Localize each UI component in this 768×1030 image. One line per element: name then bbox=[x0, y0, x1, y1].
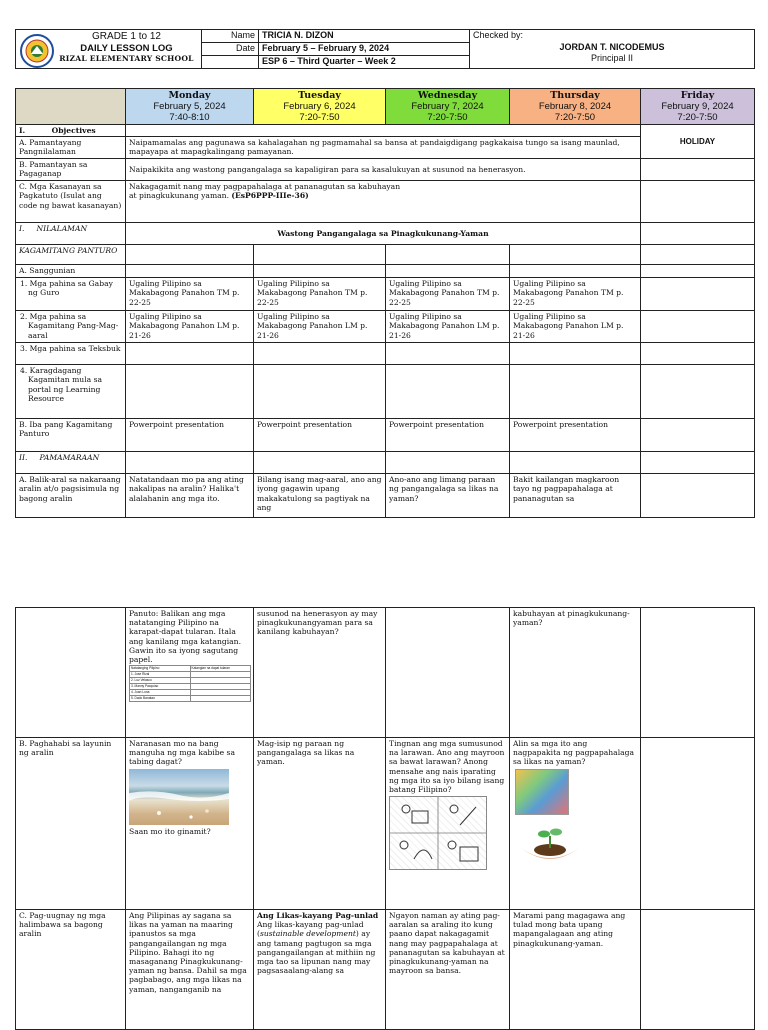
school-name: RIZAL ELEMENTARY SCHOOL bbox=[59, 54, 194, 63]
header-table bbox=[15, 29, 755, 69]
doc-title: DAILY LESSON LOG bbox=[80, 43, 173, 54]
motive-wednesday: Tingnan ang mga sumusunod na larawan. Ano ang mayroon sa bawat larawan? Anong mensahe ang nais iparating ng mga ito sa iyo bilang isang batang Filipino? bbox=[386, 738, 510, 910]
review-tuesday: Bilang isang mag-aaral, ano ang iyong gagawin upang makakatulong sa pagtiyak na ang bbox=[254, 474, 386, 518]
date-label: Date bbox=[202, 43, 259, 56]
review-thursday-cont: kabuhayan at pinagkukunang-yaman? bbox=[510, 608, 641, 738]
tg-wednesday: Ugaling Pilipino sa Makabagong Panahon TM p. 22-25 bbox=[386, 278, 510, 311]
connect-thursday: Marami pang magagawa ang tulad mong bata upang mapangalagaan ang ating pinagkukunang-yaman. bbox=[510, 910, 641, 1030]
motive-label: B. Paghahabi sa layunin ng aralin bbox=[16, 738, 126, 910]
ppt-tuesday: Powerpoint presentation bbox=[254, 419, 386, 452]
connect-wednesday: Ngayon naman ay ating pag-aaralan sa araling ito kung paano dapat nakagagamit nang may pagpapahalaga at pananagutan sa kabuhayan at pinagkukunang-yaman na mayroon sa bansa. bbox=[386, 910, 510, 1030]
day-header-monday: Monday February 5, 2024 7:40-8:10 bbox=[126, 89, 254, 125]
checked-by-label: Checked by: bbox=[473, 30, 524, 40]
row-label-b: B. Pamantayan sa Pagaganap bbox=[16, 159, 126, 181]
motive-monday: Naranasan mo na bang manguha ng mga kabibe sa tabing dagat? Saan mo ito ginamit? bbox=[126, 738, 254, 910]
nilalaman-heading: I. NILALAMAN bbox=[16, 223, 126, 245]
tg-thursday: Ugaling Pilipino sa Makabagong Panahon TM p. 22-25 bbox=[510, 278, 641, 311]
review-monday: Natatandaan mo pa ang ating nakalipas na aralin? Halika't alalahanin ang mga ito. bbox=[126, 474, 254, 518]
review-monday-cont: Panuto: Balikan ang mga natatanging Pilipino na karapat-dapat tularan. Itala ang kanilang mga katangian. Gawin ito sa iyong sagutang papel. Natatanging Pilipino Katangian na dapat tularan 1. Jose Rizal 2. Luz Velasco 3. Manny Pacquiao 4. Juan Luna 5. Dado Banatao bbox=[126, 608, 254, 738]
qualities-table: Natatanging Pilipino Katangian na dapat tularan 1. Jose Rizal 2. Luz Velasco 3. Manny Pacquiao 4. Juan Luna 5. Dado Banatao bbox=[129, 665, 251, 702]
lm-tuesday: Ugaling Pilipino sa Makabagong Panahon LM p. 21-26 bbox=[254, 311, 386, 343]
teacher-guide-label: 1. Mga pahina sa Gabay ng Guro bbox=[16, 278, 126, 311]
review-label: A. Balik-aral sa nakaraang aralin at/o pagsisimula ng bagong aralin bbox=[16, 474, 126, 518]
lesson-table-continued bbox=[15, 607, 755, 1030]
learner-material-label: 2. Mga pahina sa Kagamitang Pang-Mag-aaral bbox=[16, 311, 126, 343]
children-cleanup-image bbox=[515, 769, 569, 815]
corner-cell bbox=[16, 89, 126, 125]
pamamaraan-heading: II. PAMAMARAAN bbox=[16, 452, 126, 474]
day-header-thursday: Thursday February 8, 2024 7:20-7:50 bbox=[510, 89, 641, 125]
grade-level: GRADE 1 to 12 bbox=[92, 31, 161, 42]
row-label-c: C. Mga Kasanayan sa Pagkatuto (Isulat ang code ng bawat kasanayan) bbox=[16, 181, 126, 223]
checker-title: Principal II bbox=[590, 53, 634, 63]
lesson-topic: Wastong Pangangalaga sa Pinagkukunang-Yaman bbox=[126, 223, 641, 245]
other-materials-label: B. Iba pang Kagamitang Panturo bbox=[16, 419, 126, 452]
connect-label: C. Pag-uugnay ng mga halimbawa sa bagong aralin bbox=[16, 910, 126, 1030]
tg-tuesday: Ugaling Pilipino sa Makabagong Panahon TM p. 22-25 bbox=[254, 278, 386, 311]
school-logo bbox=[20, 34, 54, 68]
review-thursday: Bakit kailangan magkaroon tayo ng pagpapahalaga at pananagutan sa bbox=[510, 474, 641, 518]
subject-value: ESP 6 – Third Quarter – Week 2 bbox=[259, 56, 470, 69]
content-standard: Naipamamalas ang pagunawa sa kahalagahan ng pagmamahal sa bansa at pandaigdigang pagkakaisa tungo sa isang maunlad, mapayapa at mapagkalingang pamayanan. bbox=[126, 137, 641, 159]
ppt-monday: Powerpoint presentation bbox=[126, 419, 254, 452]
objectives-heading: I. Objectives bbox=[16, 125, 126, 137]
beach-image bbox=[129, 769, 229, 825]
lesson-table bbox=[15, 88, 755, 518]
children-sketch-image bbox=[389, 796, 487, 870]
review-wednesday: Ano-ano ang limang paraan ng pangangalaga sa likas na yaman? bbox=[386, 474, 510, 518]
review-tuesday-cont: susunod na henerasyon ay may pinagkukunangyaman para sa kanilang kabuhayan? bbox=[254, 608, 386, 738]
learning-competency: Nakagagamit nang may pagpapahalaga at pananagutan sa kabuhayan at pinagkukunang yaman. (EsP6PPP-IIIe-36) bbox=[126, 181, 641, 223]
blank-label bbox=[202, 56, 259, 69]
kagamitang-heading: KAGAMITANG PANTURO bbox=[16, 245, 126, 265]
date-value: February 5 – February 9, 2024 bbox=[259, 43, 470, 56]
row-label-a: A. Pamantayang Pangnilalaman bbox=[16, 137, 126, 159]
school-header-cell bbox=[16, 30, 202, 69]
performance-standard: Naipakikita ang wastong pangangalaga sa kapaligiran para sa kasalukuyan at susunod na henerasyon. bbox=[126, 159, 641, 181]
checked-by-cell bbox=[470, 30, 755, 69]
lm-wednesday: Ugaling Pilipino sa Makabagong Panahon LM p. 21-26 bbox=[386, 311, 510, 343]
name-label: Name bbox=[202, 30, 259, 43]
tg-monday: Ugaling Pilipino sa Makabagong Panahon TM p. 22-25 bbox=[126, 278, 254, 311]
checker-name: JORDAN T. NICODEMUS bbox=[559, 42, 665, 52]
sanggunian-label: A. Sanggunian bbox=[16, 265, 126, 278]
connect-monday: Ang Pilipinas ay sagana sa likas na yaman na maaring ipanustos sa mga pangangailangan ng mga Pilipino. Bahagi ito ng masaganang Pinagkukunang-yaman ng bansa. Dahil sa mga pagbabago, ang mga likas na yaman, nanganganib na bbox=[126, 910, 254, 1030]
textbook-label: 3. Mga pahina sa Teksbuk bbox=[16, 343, 126, 365]
ppt-thursday: Powerpoint presentation bbox=[510, 419, 641, 452]
lr-portal-label: 4. Karagdagang Kagamitan mula sa portal ng Learning Resource bbox=[16, 365, 126, 419]
motive-tuesday: Mag-isip ng paraan ng pangangalaga sa likas na yaman. bbox=[254, 738, 386, 910]
hands-seedling-image bbox=[515, 818, 585, 870]
ppt-wednesday: Powerpoint presentation bbox=[386, 419, 510, 452]
teacher-name: TRICIA N. DIZON bbox=[259, 30, 470, 43]
motive-thursday: Alin sa mga ito ang nagpapakita ng pagpapahalaga sa likas na yaman? bbox=[510, 738, 641, 910]
lm-monday: Ugaling Pilipino sa Makabagong Panahon LM p. 21-26 bbox=[126, 311, 254, 343]
day-header-tuesday: Tuesday February 6, 2024 7:20-7:50 bbox=[254, 89, 386, 125]
connect-tuesday: Ang Likas-kayang Pag-unlad Ang likas-kayang pag-unlad (sustainable development) ay ang tamang pagtugon sa mga pangangailangan at mithiin ng mga tao sa lipunan nang may pagsasaalang-alang sa bbox=[254, 910, 386, 1030]
day-header-friday: Friday February 9, 2024 7:20-7:50 bbox=[641, 89, 755, 125]
day-header-wednesday: Wednesday February 7, 2024 7:20-7:50 bbox=[386, 89, 510, 125]
holiday-cell: HOLIDAY bbox=[641, 125, 755, 159]
lm-thursday: Ugaling Pilipino sa Makabagong Panahon LM p. 21-26 bbox=[510, 311, 641, 343]
